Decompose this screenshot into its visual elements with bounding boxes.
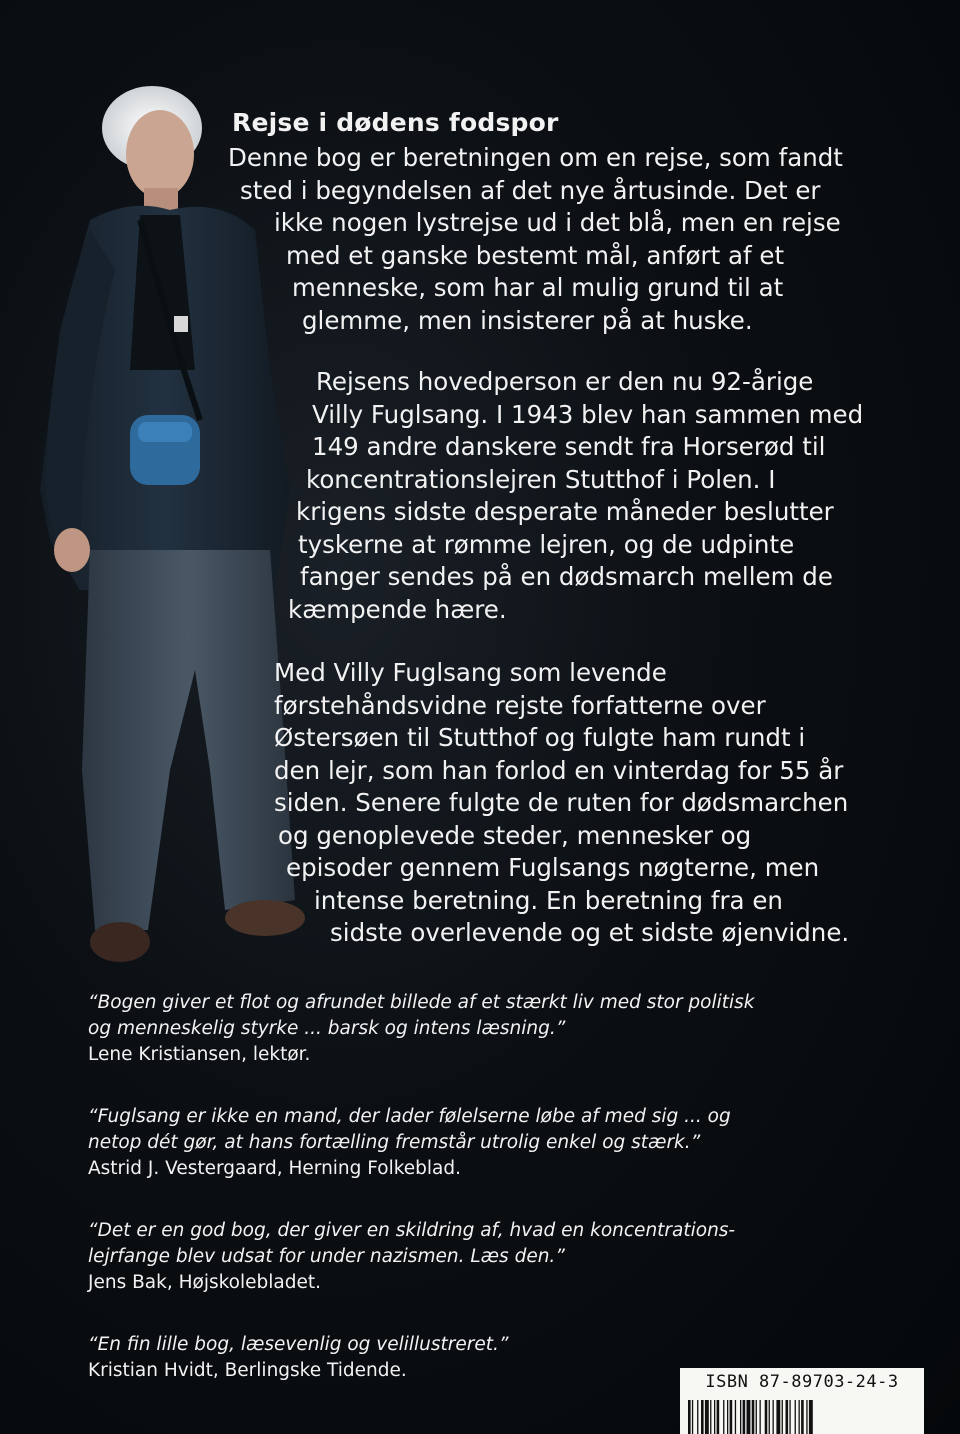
description-paragraph-2 bbox=[288, 366, 863, 626]
book-title: Rejse i dødens fodspor bbox=[232, 108, 559, 137]
barcode-bar bbox=[692, 1400, 693, 1434]
quote-line: og menneskelig styrke ... barsk og intens læsning.” bbox=[88, 1018, 566, 1039]
barcode bbox=[686, 1400, 918, 1434]
barcode-bar bbox=[801, 1400, 804, 1434]
paragraph-line: intense beretning. En beretning fra en bbox=[314, 885, 783, 915]
barcode-bar bbox=[701, 1400, 704, 1434]
barcode-bar bbox=[773, 1400, 774, 1434]
isbn-number: ISBN 87-89703-24-3 bbox=[705, 1372, 899, 1392]
paragraph-line: sted i begyndelsen af det nye årtusinde. Det er bbox=[240, 175, 821, 205]
quote-attribution: Kristian Hvidt, Berlingske Tidende. bbox=[88, 1360, 407, 1381]
quote-attribution: Lene Kristiansen, lektør. bbox=[88, 1044, 311, 1065]
quote-line: netop dét gør, at hans fortælling fremstår utrolig enkel og stærk.” bbox=[88, 1132, 701, 1153]
paragraph-line: Østersøen til Stutthof og fulgte ham rundt i bbox=[274, 723, 806, 752]
review-quote bbox=[88, 1104, 908, 1182]
paragraph-line: sidste overlevende og et sidste øjenvidne. bbox=[330, 918, 850, 947]
barcode-bar bbox=[688, 1400, 691, 1434]
quote-line: lejrfange blev udsat for under nazismen. Læs den.” bbox=[88, 1246, 565, 1267]
paragraph-line: siden. Senere fulgte de ruten for dødsmarchen bbox=[274, 788, 849, 817]
review-quote bbox=[88, 990, 908, 1068]
paragraph-line: og genoplevede steder, mennesker og bbox=[278, 820, 752, 850]
paragraph-line: den lejr, som han forlod en vinterdag for 55 år bbox=[274, 755, 844, 785]
paragraph-line: koncentrationslejren Stutthof i Polen. I bbox=[306, 464, 776, 494]
barcode-bar bbox=[776, 1400, 780, 1434]
paragraph-line: Denne bog er beretningen om en rejse, som fandt bbox=[228, 143, 843, 172]
isbn-barcode-label bbox=[680, 1368, 924, 1434]
paragraph-line: Villy Fuglsang. I 1943 blev han sammen med bbox=[312, 399, 864, 429]
quote-line: “Det er en god bog, der giver en skildring af, hvad en koncentrations- bbox=[88, 1220, 736, 1241]
barcode-bar bbox=[795, 1400, 796, 1434]
barcode-bar bbox=[740, 1400, 741, 1434]
quote-line: “Bogen giver et flot og afrundet billede af et stærkt liv med stor politisk bbox=[88, 992, 755, 1013]
paragraph-line: fanger sendes på en dødsmarch mellem de bbox=[300, 562, 833, 591]
review-quote bbox=[88, 1218, 908, 1296]
paragraph-line: episoder gennem Fuglsangs nøgterne, men bbox=[286, 853, 820, 882]
barcode-bar bbox=[806, 1400, 807, 1434]
barcode-bar bbox=[723, 1400, 724, 1434]
barcode-bar bbox=[727, 1400, 728, 1434]
quote-attribution: Jens Bak, Højskolebladet. bbox=[88, 1272, 321, 1293]
barcode-bar bbox=[717, 1400, 720, 1434]
paragraph-line: Med Villy Fuglsang som levende bbox=[274, 658, 667, 687]
paragraph-line: med et ganske bestemt mål, anført af et bbox=[286, 240, 785, 270]
description-paragraph-3 bbox=[274, 657, 849, 950]
quote-attribution: Astrid J. Vestergaard, Herning Folkeblad. bbox=[88, 1158, 461, 1179]
barcode-bar bbox=[782, 1400, 783, 1434]
paragraph-line: kæmpende hære. bbox=[288, 594, 507, 624]
paragraph-line: krigens sidste desperate måneder beslutter bbox=[296, 497, 834, 526]
barcode-bar bbox=[697, 1400, 698, 1434]
paragraph-line: menneske, som har al mulig grund til at bbox=[292, 273, 784, 302]
trousers-shape bbox=[82, 550, 295, 930]
barcode-bar bbox=[799, 1400, 800, 1434]
barcode-bar bbox=[786, 1400, 789, 1434]
hand-shape bbox=[54, 528, 90, 572]
barcode-bar bbox=[743, 1400, 746, 1434]
paragraph-line: ikke nogen lystrejse ud i det blå, men en rejse bbox=[274, 208, 841, 237]
barcode-bar bbox=[752, 1400, 755, 1434]
barcode-bar bbox=[714, 1400, 715, 1434]
paragraph-line: tyskerne at rømme lejren, og de udpinte bbox=[298, 529, 795, 559]
paragraph-line: Rejsens hovedperson er den nu 92-årige bbox=[316, 367, 814, 396]
barcode-bar bbox=[730, 1400, 733, 1434]
description-paragraph-1 bbox=[228, 142, 843, 337]
barcode-bar bbox=[747, 1400, 751, 1434]
barcode-bar bbox=[760, 1400, 761, 1434]
barcode-bar bbox=[765, 1400, 768, 1434]
paragraph-line: 149 andre danskere sendt fra Horserød til bbox=[312, 432, 826, 461]
barcode-bar bbox=[789, 1400, 790, 1434]
barcode-bar bbox=[769, 1400, 770, 1434]
left-shoe bbox=[90, 922, 150, 962]
review-quotes bbox=[88, 990, 908, 1420]
paragraph-line: glemme, men insisterer på at huske. bbox=[302, 305, 753, 335]
barcode-bar bbox=[710, 1400, 711, 1434]
quote-line: “En fin lille bog, læsevenlig og velillustreret.” bbox=[88, 1334, 509, 1355]
barcode-bar bbox=[705, 1400, 709, 1434]
quote-line: “Fuglsang er ikke en mand, der lader følelserne løbe af med sig ... og bbox=[88, 1106, 731, 1127]
barcode-bar bbox=[756, 1400, 757, 1434]
paragraph-line: førstehåndsvidne rejste forfatterne over bbox=[274, 690, 766, 720]
barcode-bar bbox=[735, 1400, 736, 1434]
barcode-bar bbox=[809, 1400, 813, 1434]
face-shape bbox=[126, 110, 194, 198]
